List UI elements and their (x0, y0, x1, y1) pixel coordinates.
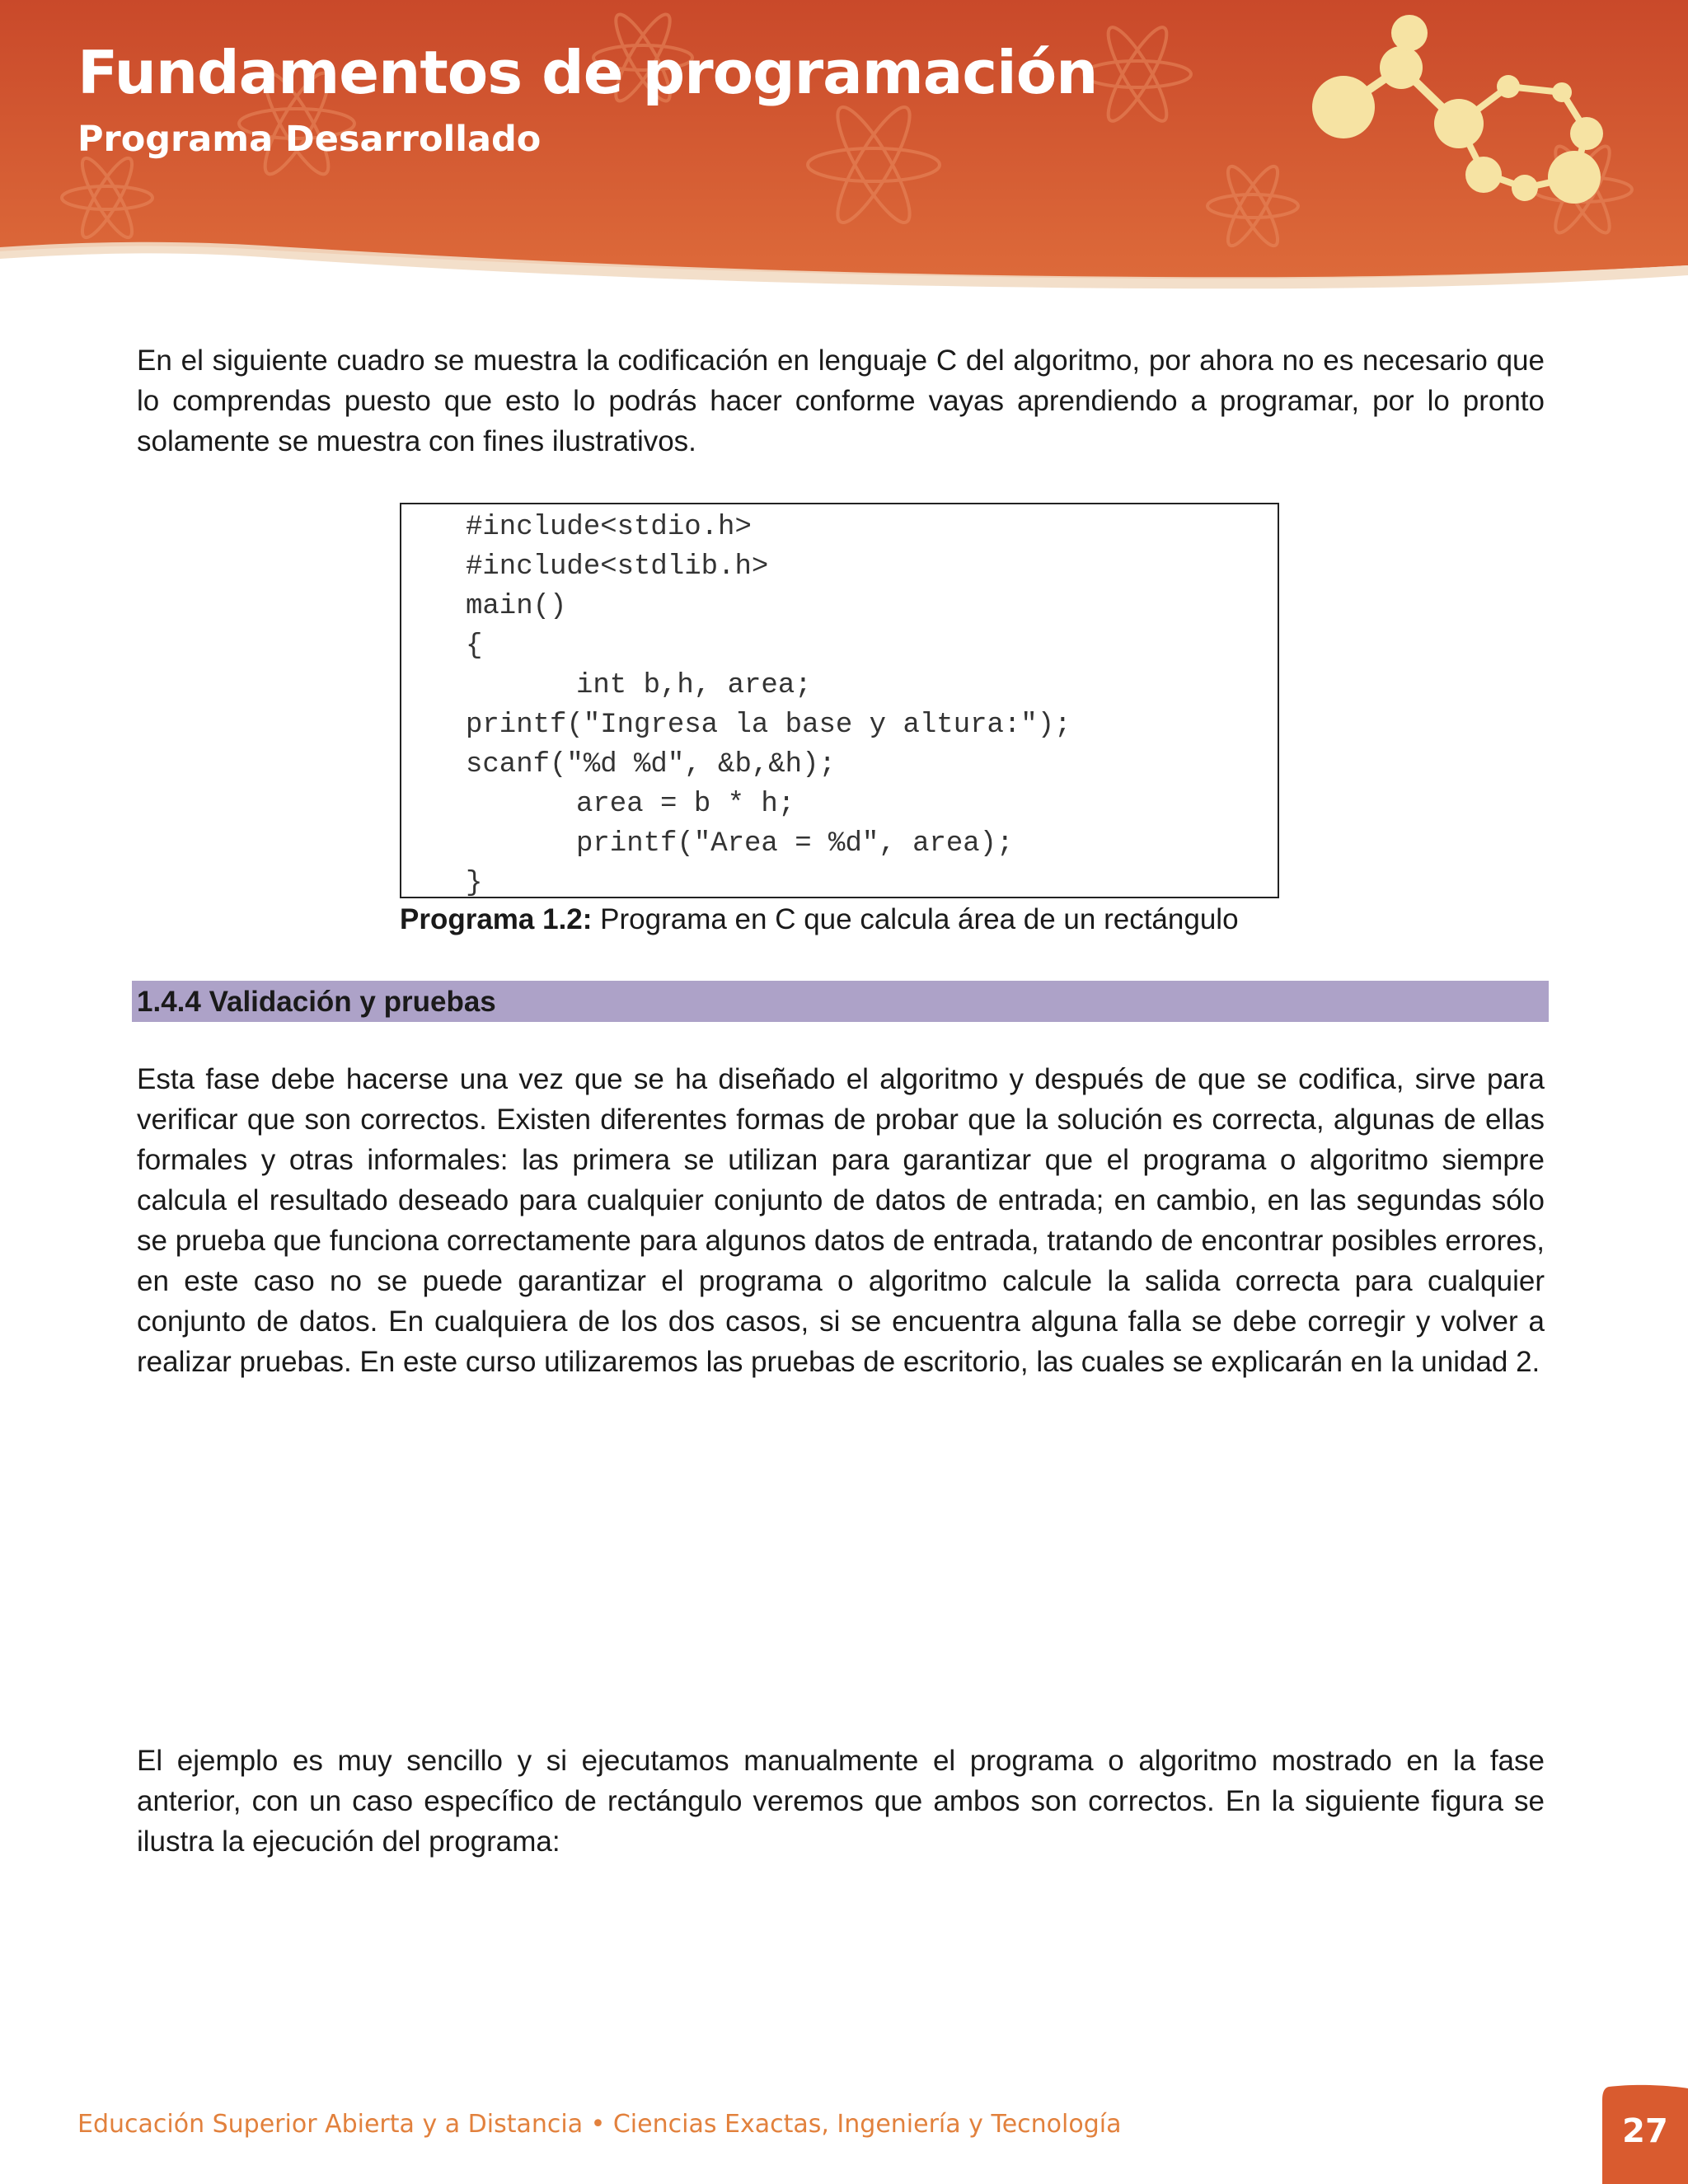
code-listing (400, 503, 1279, 898)
code-line: main() (466, 591, 567, 622)
code-caption (400, 903, 1239, 936)
page-number: 27 (1622, 2112, 1668, 2150)
code-line: int b,h, area; (576, 670, 812, 701)
footer-text: Educación Superior Abierta y a Distancia • Ciencias Exactas, Ingeniería y Tecnología (77, 2110, 1122, 2139)
section-heading: 1.4.4 Validación y pruebas (137, 986, 496, 1018)
caption-label: Programa 1.2: (400, 903, 593, 935)
section-paragraph: Esta fase debe hacerse una vez que se ha diseñado el algoritmo y después de que se codifica, sirve para verificar que son correctos. Existen diferentes formas de probar que la solución es correcta, algunas de ellas formales y otras informales: las primera se utilizan para garantizar que el programa o algoritmo siempre calcula el resultado deseado para cualquier conjunto de datos de entrada; en cambio, en las segundas sólo se prueba que funciona correctamente para algunos datos de entrada, tratando de encontrar posibles errores, en este caso no se puede garantizar el programa o algoritmo calcule la salida correcta para cualquier conjunto de datos. En cualquiera de los dos casos, si se encuentra alguna falla se debe corregir y volver a realizar pruebas. En este curso utilizaremos las pruebas de escritorio, las cuales se explicarán en la unidad 2. (137, 1063, 1545, 1378)
code-line: } (466, 868, 483, 899)
caption-text: Programa en C que calcula área de un rectángulo (592, 903, 1239, 935)
section-heading-bar (132, 981, 1549, 1022)
code-line: { (466, 630, 483, 662)
code-line: printf("Ingresa la base y altura:"); (466, 710, 1071, 741)
code-line: #include<stdlib.h> (466, 551, 769, 583)
code-line: #include<stdio.h> (466, 512, 752, 543)
document-title: Fundamentos de programación (77, 38, 1098, 107)
code-line: area = b * h; (576, 789, 795, 820)
code-line: scanf("%d %d", &b,&h); (466, 749, 836, 780)
document-subtitle: Programa Desarrollado (77, 119, 542, 160)
code-line: printf("Area = %d", area); (576, 828, 1014, 860)
closing-paragraph: El ejemplo es muy sencillo y si ejecutamos manualmente el programa o algoritmo mostrado en la fase anterior, con un caso específico de rectángulo veremos que ambos son correctos. En la siguiente figura se ilustra la ejecución del programa: (137, 1745, 1545, 1858)
intro-paragraph: En el siguiente cuadro se muestra la codificación en lenguaje C del algoritmo, por ahora no es necesario que lo comprendas puesto que esto lo podrás hacer conforme vayas aprendiendo a programar, por lo pronto solamente se muestra con fines ilustrativos. (137, 344, 1545, 457)
